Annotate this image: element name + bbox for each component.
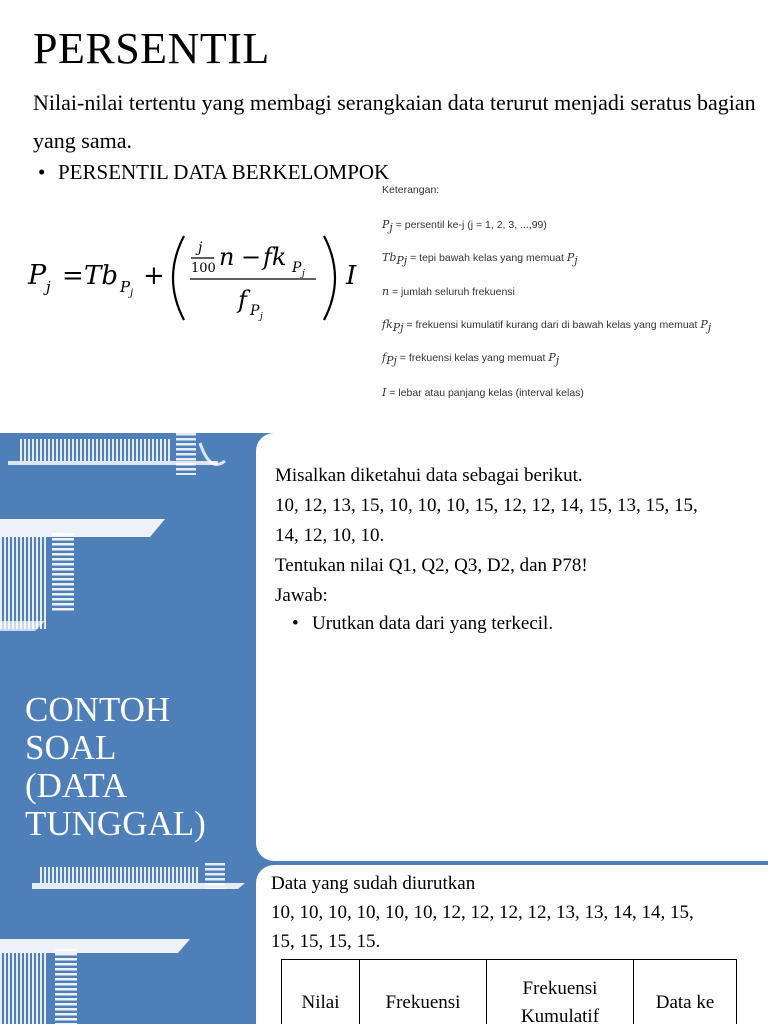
right-paren-icon — [324, 236, 335, 320]
legend-item — [382, 386, 584, 399]
question-card — [256, 433, 768, 861]
formula-f: f — [238, 286, 247, 314]
formula-fk-subsub: j — [302, 269, 305, 279]
percentile-formula — [26, 232, 366, 322]
formula-f-sub: P — [250, 303, 260, 319]
legend-text: = tepi bawah kelas yang memuat — [407, 252, 567, 264]
left-paren-icon — [173, 236, 184, 320]
side-title-line: TUNGGAL) — [25, 804, 206, 843]
frequency-table — [281, 959, 737, 1024]
formula-f-subsub: j — [260, 312, 263, 322]
sorted-line: 10, 10, 10, 10, 10, 10, 12, 12, 12, 12, 13, 13, 14, 14, 15, — [271, 902, 694, 923]
formula-minus: − — [241, 243, 262, 271]
formula-i: I — [346, 261, 357, 291]
legend-tail-symbol: P — [548, 351, 556, 364]
legend-symbol-sub: j — [389, 221, 393, 235]
table-header-row — [282, 960, 737, 1024]
legend-item — [382, 318, 711, 334]
legend-title: Keterangan: — [382, 184, 440, 196]
side-title-line: CONTOH — [25, 690, 171, 729]
side-title-line: (DATA — [25, 766, 128, 805]
legend-item — [382, 218, 547, 234]
answer-bullet-label: Urutkan data dari yang terkecil. — [312, 613, 554, 634]
legend-tail-sub: j — [574, 254, 578, 268]
formula-equals: = — [62, 261, 84, 291]
bullet-label: PERSENTIL DATA BERKELOMPOK — [58, 160, 390, 184]
table-header-frekuensi-kumulatif: Frekuensi Kumulatif — [487, 960, 634, 1024]
legend-symbol: n — [382, 285, 390, 298]
legend-symbol: f — [382, 351, 387, 364]
formula-tb-subsub: j — [130, 288, 134, 299]
answer-bullet — [292, 609, 553, 639]
table-header-nilai: Nilai — [282, 960, 360, 1024]
sorted-line: Data yang sudah diurutkan — [271, 873, 476, 894]
question-line: Jawab: — [275, 585, 328, 606]
table-header-data-ke: Data ke — [634, 960, 737, 1024]
bullet-dot-icon: • — [292, 613, 299, 634]
deco-group-top — [8, 433, 225, 475]
slide-title: PERSENTIL — [33, 24, 270, 73]
legend-item — [382, 351, 559, 367]
formula-tb: Tb — [84, 261, 118, 291]
table-header-frekuensi: Frekuensi — [360, 960, 487, 1024]
legend-text: = frekuensi kelas yang memuat — [396, 352, 549, 364]
legend-symbol: I — [382, 386, 387, 399]
legend-text: = lebar atau panjang kelas (interval kelas) — [386, 387, 584, 399]
formula-fk: fk — [263, 243, 287, 271]
formula-lhs-sub: j — [46, 278, 51, 296]
question-line: 10, 12, 13, 15, 10, 10, 10, 15, 12, 12, 14, 15, 13, 15, 15, — [275, 495, 698, 516]
sorted-data-card — [256, 865, 768, 1024]
legend-item — [382, 285, 515, 298]
deco-group-4 — [0, 939, 190, 1024]
legend-tail-sub: j — [555, 354, 560, 368]
legend-tail-symbol: P — [700, 318, 708, 331]
side-title-line: SOAL — [25, 728, 117, 767]
question-text — [275, 461, 768, 611]
legend-text: = persentil ke-j (j = 1, 2, 3, ...,99) — [392, 219, 547, 231]
question-line: Tentukan nilai Q1, Q2, Q3, D2, dan P78! — [275, 555, 588, 576]
formula-lhs: P — [28, 260, 47, 291]
legend-item — [382, 251, 578, 267]
deco-group-3 — [32, 861, 245, 889]
formula-tb-sub: P — [120, 278, 131, 296]
sorted-data-text — [271, 869, 768, 956]
formula-n: n — [219, 243, 235, 271]
legend-tail-sub: j — [707, 321, 712, 335]
bullet-item — [38, 158, 389, 186]
legend-text: = jumlah seluruh frekuensi — [389, 286, 515, 298]
slide-contoh-soal — [0, 433, 768, 1024]
legend-symbol-sub: Pj — [396, 254, 408, 268]
legend-tail-symbol: P — [566, 251, 575, 264]
legend-text: = frekuensi kumulatif kurang dari di bawah kelas yang memuat — [403, 319, 701, 331]
legend-symbol: P — [382, 218, 390, 231]
legend-symbol-sub: Pj — [386, 354, 397, 368]
definition-text: Nilai-nilai tertentu yang membagi serangkaian data terurut menjadi seratus bagian yang sama. — [33, 90, 756, 153]
bullet-dot-icon: • — [38, 160, 46, 184]
slide-persentil — [0, 0, 768, 433]
sorted-line: 15, 15, 15, 15. — [271, 931, 381, 952]
formula-frac-num: j — [198, 240, 203, 256]
formula-plus: + — [143, 261, 165, 291]
side-title — [25, 691, 250, 843]
formula-frac-den: 100 — [191, 261, 216, 276]
legend-symbol-sub: Pj — [392, 321, 404, 335]
formula-fk-sub: P — [292, 260, 302, 276]
question-line: Misalkan diketahui data sebagai berikut. — [275, 465, 583, 486]
legend-symbol: Tb — [382, 251, 397, 264]
legend-symbol: fk — [382, 318, 393, 331]
deco-group-2 — [0, 519, 165, 631]
question-line: 14, 12, 10, 10. — [275, 525, 385, 546]
